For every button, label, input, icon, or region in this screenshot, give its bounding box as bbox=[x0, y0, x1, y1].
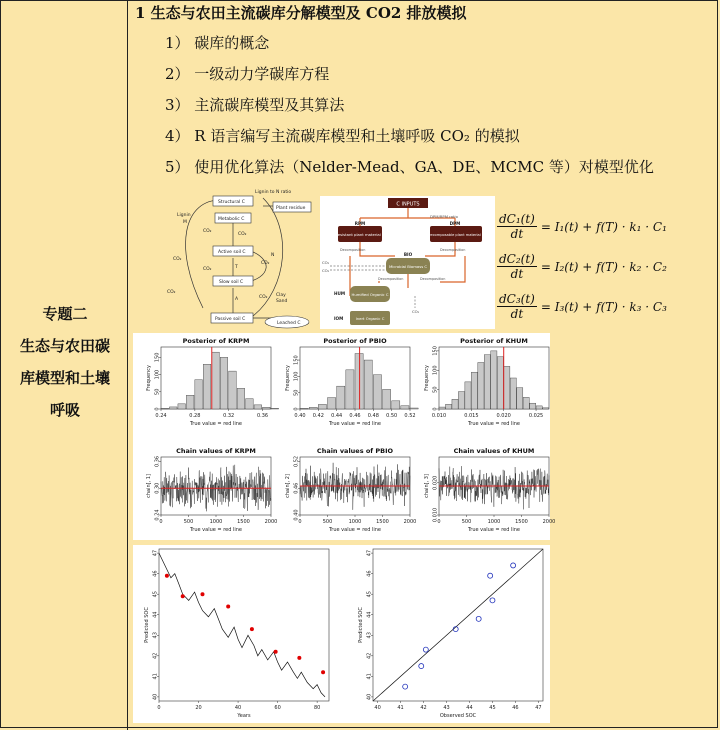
decomposition-label: Decomposition bbox=[340, 248, 366, 252]
dpm-label: DPM bbox=[449, 221, 461, 226]
y-tick-label: 47 bbox=[152, 549, 159, 557]
diagram-label: CO₂ bbox=[167, 290, 176, 295]
diagram-label: A bbox=[235, 297, 239, 302]
histogram-bar bbox=[318, 404, 326, 409]
histogram-bar bbox=[458, 392, 464, 409]
x-tick-label: 500 bbox=[461, 519, 472, 525]
y-tick-label: 0.46 bbox=[293, 482, 300, 494]
predicted-soc-line bbox=[159, 553, 325, 697]
x-tick-label: 20 bbox=[195, 705, 202, 711]
mcmc-figure-svg bbox=[133, 333, 556, 540]
scatter-point bbox=[423, 647, 428, 652]
section-title: 1 生态与农田主流碳库分解模型及 CO2 排放模拟 bbox=[135, 4, 467, 22]
observed-point bbox=[297, 656, 301, 660]
histogram-bar bbox=[536, 406, 542, 409]
histogram-bar bbox=[169, 407, 177, 409]
x-tick-label: 0 bbox=[159, 519, 163, 525]
histogram-bar bbox=[504, 366, 510, 409]
y-tick-label: 100 bbox=[154, 369, 161, 380]
histogram-bar bbox=[491, 351, 497, 409]
histogram-bar bbox=[337, 386, 345, 409]
x-tick-label: 1000 bbox=[487, 519, 501, 525]
equation-2 bbox=[497, 252, 667, 281]
histogram-bar bbox=[237, 388, 245, 409]
x-tick-label: 0 bbox=[437, 519, 441, 525]
histogram-bar bbox=[517, 388, 523, 409]
histogram-bar bbox=[401, 406, 409, 409]
y-tick-label: 46 bbox=[152, 570, 159, 577]
y-tick-label: 0.40 bbox=[293, 509, 300, 521]
mcmc-figure bbox=[133, 333, 556, 540]
observed-point bbox=[250, 627, 254, 631]
histogram-bar bbox=[186, 395, 194, 409]
histogram-bar bbox=[271, 408, 279, 409]
topic-cell bbox=[10, 298, 120, 426]
x-axis-label: True value = red line bbox=[328, 527, 382, 533]
x-tick-label: 0.020 bbox=[496, 413, 511, 419]
x-tick-label: 0.24 bbox=[155, 413, 167, 419]
y-axis-label: Frequency bbox=[424, 365, 430, 391]
x-tick-label: 0.52 bbox=[404, 413, 416, 419]
equation-rhs: = I₁(t) + f(T) · k₁ · C₁ bbox=[540, 219, 667, 234]
co2-label: CO₂ bbox=[322, 268, 330, 273]
observed-point bbox=[321, 670, 325, 674]
equation-numerator: dC₁(t) bbox=[499, 212, 535, 226]
y-tick-label: 44 bbox=[366, 611, 373, 618]
histogram-bar bbox=[328, 398, 336, 409]
y-tick-label: 50 bbox=[154, 388, 161, 395]
y-tick-label: 0 bbox=[432, 407, 439, 411]
x-tick-label: 1000 bbox=[209, 519, 223, 525]
x-tick-label: 0 bbox=[157, 705, 161, 711]
histogram-bar bbox=[309, 407, 317, 409]
x-tick-label: 40 bbox=[234, 705, 242, 711]
x-tick-label: 500 bbox=[322, 519, 333, 525]
x-tick-label: 0.40 bbox=[294, 413, 306, 419]
histogram-bar bbox=[510, 378, 516, 409]
chain-trace bbox=[439, 466, 549, 509]
histogram-bar bbox=[497, 357, 503, 409]
x-tick-label: 80 bbox=[313, 705, 321, 711]
equation-numerator: dC₃(t) bbox=[499, 292, 535, 306]
histogram-bar bbox=[364, 360, 372, 409]
topic-line: 呼吸 bbox=[49, 401, 80, 419]
x-tick-label: 60 bbox=[274, 705, 281, 711]
plot-frame bbox=[159, 549, 329, 701]
y-tick-label: 0.24 bbox=[154, 509, 161, 521]
histogram-bar bbox=[300, 408, 308, 409]
y-axis-label: chain[, 3] bbox=[424, 474, 430, 498]
y-tick-label: 50 bbox=[432, 386, 439, 393]
histogram-bar bbox=[178, 404, 186, 409]
x-tick-label: 0.010 bbox=[431, 413, 447, 419]
dpm-ratio-label: DPM/RPM ratio bbox=[430, 214, 458, 219]
histogram-bar bbox=[212, 352, 220, 409]
y-tick-label: 41 bbox=[152, 673, 159, 680]
diagram-label: Slow soil C bbox=[219, 280, 244, 285]
outline-item: 5） 使用优化算法（Nelder-Mead、GA、DE、MCMC 等）对模型优化 bbox=[165, 158, 654, 176]
diagram-label: Structural C bbox=[218, 200, 245, 205]
diagram-label: CO₂ bbox=[261, 261, 270, 266]
x-tick-label: 0.42 bbox=[312, 413, 324, 419]
x-tick-label: 45 bbox=[489, 705, 496, 711]
outline-item: 3） 主流碳库模型及其算法 bbox=[165, 96, 345, 114]
scatter-point bbox=[403, 684, 408, 689]
century-diagram bbox=[163, 188, 315, 330]
diagram-label: Lignin bbox=[177, 213, 191, 218]
one-to-one-line bbox=[373, 549, 543, 701]
x-tick-label: 0.50 bbox=[386, 413, 398, 419]
y-tick-label: 44 bbox=[152, 611, 159, 618]
century-diagram-svg bbox=[163, 188, 315, 330]
scatter-point bbox=[511, 563, 516, 568]
diagram-label: Sand bbox=[276, 299, 288, 304]
decomposition-label: Decomposition bbox=[440, 248, 466, 252]
hum-box-label: Humified Organic C bbox=[351, 292, 389, 297]
x-tick-label: 0.32 bbox=[223, 413, 235, 419]
y-tick-label: 150 bbox=[432, 346, 439, 356]
equation-3 bbox=[497, 292, 667, 321]
scatter-point bbox=[490, 598, 495, 603]
rpm-label: RPM bbox=[354, 221, 366, 226]
rpm-box-label: Resistant plant material C bbox=[335, 232, 385, 237]
y-tick-label: 46 bbox=[366, 570, 373, 577]
histogram-bar bbox=[195, 380, 203, 409]
histogram-bar bbox=[471, 372, 477, 409]
topic-line: 库模型和土壤 bbox=[19, 369, 110, 387]
rothc-diagram-svg bbox=[320, 196, 495, 329]
x-tick-label: 1500 bbox=[515, 519, 528, 525]
x-tick-label: 0.015 bbox=[464, 413, 479, 419]
x-tick-label: 42 bbox=[420, 705, 427, 711]
outline-list bbox=[165, 32, 654, 187]
chart-title: Posterior of KHUM bbox=[460, 337, 528, 345]
x-tick-label: 1500 bbox=[237, 519, 250, 525]
y-tick-label: 0.020 bbox=[432, 475, 439, 490]
chart-title: Chain values of PBIO bbox=[316, 447, 394, 455]
diagram-label: Clay bbox=[276, 293, 286, 298]
inputs-label: C INPUTS bbox=[396, 201, 420, 208]
decomposition-label: Decomposition bbox=[378, 277, 404, 281]
chart-title: Posterior of PBIO bbox=[323, 337, 387, 345]
observed-point bbox=[165, 574, 169, 578]
y-tick-label: 40 bbox=[152, 693, 159, 701]
histogram-bar bbox=[254, 405, 262, 409]
y-tick-label: 0.36 bbox=[154, 455, 161, 468]
x-tick-label: 1500 bbox=[376, 519, 389, 525]
outline-item: 2） 一级动力学碳库方程 bbox=[165, 65, 330, 83]
bio-label: BIO bbox=[403, 252, 413, 257]
x-tick-label: 40 bbox=[374, 705, 381, 711]
bio-box-label: Microbial Biomass C bbox=[388, 264, 428, 269]
histogram-bar bbox=[355, 354, 363, 409]
histogram-bar bbox=[465, 382, 471, 409]
iom-box-label: Inert Organic C bbox=[355, 316, 385, 321]
diagram-label: CO₂ bbox=[238, 232, 247, 237]
x-tick-label: 0.36 bbox=[256, 413, 269, 419]
equation-denominator: dt bbox=[510, 267, 524, 281]
x-tick-label: 500 bbox=[183, 519, 194, 525]
observed-point bbox=[274, 650, 278, 654]
histogram-bar bbox=[478, 363, 484, 410]
topic-line: 专题二 bbox=[42, 305, 88, 323]
diagram-label: Plant residue bbox=[276, 206, 306, 211]
y-tick-label: 150 bbox=[154, 352, 161, 363]
histogram-bar bbox=[203, 364, 211, 409]
y-tick-label: 47 bbox=[366, 549, 373, 557]
x-tick-label: 1000 bbox=[348, 519, 362, 525]
diagram-label: Active soil C bbox=[218, 250, 246, 255]
y-tick-label: 41 bbox=[366, 673, 373, 680]
x-axis-label: Years bbox=[237, 713, 251, 719]
histogram-bar bbox=[439, 407, 445, 409]
diagram-label: T bbox=[235, 265, 238, 270]
y-tick-label: 0.010 bbox=[432, 507, 439, 523]
histogram-bar bbox=[373, 375, 381, 409]
y-tick-label: 45 bbox=[152, 591, 159, 598]
y-tick-label: 0.52 bbox=[293, 455, 300, 468]
y-tick-label: 100 bbox=[432, 365, 439, 376]
x-tick-label: 0.46 bbox=[349, 413, 361, 419]
diagram-label: CO₂ bbox=[203, 267, 212, 272]
x-tick-label: 0.48 bbox=[367, 413, 379, 419]
x-tick-label: 46 bbox=[512, 705, 519, 711]
y-tick-label: 100 bbox=[293, 371, 300, 382]
x-tick-label: 0.28 bbox=[189, 413, 201, 419]
diagram-label: CO₂ bbox=[259, 295, 268, 300]
y-tick-label: 0.30 bbox=[154, 482, 161, 494]
histogram-bar bbox=[445, 404, 451, 409]
x-tick-label: 0.44 bbox=[331, 413, 343, 419]
observed-point bbox=[181, 594, 185, 598]
equation-denominator: dt bbox=[510, 227, 524, 241]
x-tick-label: 47 bbox=[535, 705, 542, 711]
x-axis-label: True value = red line bbox=[467, 527, 521, 533]
equation-numerator: dC₂(t) bbox=[499, 252, 535, 266]
equation-rhs: = I₂(t) + f(T) · k₂ · C₂ bbox=[540, 259, 667, 274]
histogram-bar bbox=[452, 399, 458, 409]
x-tick-label: 0.025 bbox=[528, 413, 544, 419]
soc-figure bbox=[133, 545, 550, 723]
histogram-bar bbox=[543, 408, 549, 409]
x-tick-label: 41 bbox=[397, 705, 404, 711]
y-tick-label: 0 bbox=[293, 407, 300, 411]
histogram-bar bbox=[161, 408, 169, 409]
y-axis-label: Frequency bbox=[285, 365, 291, 391]
y-tick-label: 40 bbox=[366, 693, 373, 701]
histogram-bar bbox=[220, 357, 228, 409]
x-tick-label: 2000 bbox=[403, 519, 417, 525]
histogram-bar bbox=[383, 389, 391, 409]
scatter-point bbox=[476, 616, 481, 621]
chart-title: Chain values of KHUM bbox=[453, 447, 535, 455]
diagram-label: CO₂ bbox=[173, 257, 182, 262]
chart-title: Chain values of KRPM bbox=[176, 447, 256, 455]
iom-label: IOM bbox=[334, 316, 344, 321]
histogram-bar bbox=[410, 408, 418, 409]
x-axis-label: True value = red line bbox=[467, 421, 521, 427]
y-tick-label: 150 bbox=[293, 355, 300, 365]
scatter-point bbox=[419, 664, 424, 669]
x-tick-label: 43 bbox=[443, 705, 450, 711]
x-axis-label: True value = red line bbox=[189, 421, 243, 427]
x-tick-label: 2000 bbox=[542, 519, 556, 525]
histogram-bar bbox=[392, 401, 400, 409]
diagram-label: CO₂ bbox=[203, 229, 212, 234]
y-tick-label: 45 bbox=[366, 591, 373, 598]
y-axis-label: chain[, 2] bbox=[285, 474, 291, 498]
x-axis-label: True value = red line bbox=[189, 527, 243, 533]
outline-item: 4） R 语言编写主流碳库模型和土壤呼吸 CO₂ 的模拟 bbox=[165, 127, 520, 145]
diagram-label: Metabolic C bbox=[218, 217, 245, 222]
diagram-label: N bbox=[271, 253, 275, 258]
y-axis-label: Predicted SOC bbox=[358, 607, 364, 643]
equation-rhs: = I₃(t) + f(T) · k₃ · C₃ bbox=[540, 299, 667, 314]
diagram-label: Lignin to N ratio bbox=[255, 190, 292, 195]
y-axis-label: Frequency bbox=[146, 365, 152, 391]
y-tick-label: 42 bbox=[366, 652, 373, 659]
observed-point bbox=[226, 605, 230, 609]
diagram-label: M bbox=[183, 220, 187, 225]
scatter-point bbox=[488, 573, 493, 578]
x-tick-label: 0 bbox=[298, 519, 302, 525]
outline-item: 1） 碳库的概念 bbox=[165, 34, 270, 52]
diagram-label: Leached C bbox=[277, 321, 301, 326]
y-tick-label: 43 bbox=[152, 632, 159, 639]
x-tick-label: 2000 bbox=[264, 519, 278, 525]
histogram-bar bbox=[246, 399, 254, 409]
y-tick-label: 42 bbox=[152, 652, 159, 659]
decomposition-label: Decomposition bbox=[420, 277, 446, 281]
equation-1 bbox=[497, 212, 667, 241]
co2-label: CO₂ bbox=[412, 309, 420, 314]
dpm-box-label: Decomposable plant material C bbox=[427, 233, 485, 237]
y-tick-label: 0 bbox=[154, 407, 161, 411]
column-divider bbox=[127, 0, 128, 730]
y-axis-label: chain[, 1] bbox=[146, 474, 152, 498]
histogram-bar bbox=[523, 397, 529, 409]
rothc-diagram bbox=[320, 196, 495, 329]
diagram-label: Passive soil C bbox=[215, 317, 246, 322]
co2-label: CO₂ bbox=[322, 260, 330, 265]
soc-figure-svg bbox=[133, 545, 550, 723]
equation-denominator: dt bbox=[510, 307, 524, 321]
x-tick-label: 44 bbox=[466, 705, 473, 711]
chart-title: Posterior of KRPM bbox=[182, 337, 250, 345]
observed-point bbox=[200, 592, 204, 596]
hum-label: HUM bbox=[334, 291, 346, 296]
y-axis-label: Predicted SOC bbox=[144, 607, 150, 643]
histogram-bar bbox=[484, 355, 490, 409]
histogram-bar bbox=[530, 403, 536, 409]
topic-line: 生态与农田碳 bbox=[19, 337, 110, 355]
y-tick-label: 43 bbox=[366, 632, 373, 639]
x-axis-label: True value = red line bbox=[328, 421, 382, 427]
histogram-bar bbox=[346, 370, 354, 409]
y-tick-label: 50 bbox=[293, 389, 300, 396]
x-axis-label: Observed SOC bbox=[439, 713, 477, 719]
histogram-bar bbox=[229, 371, 237, 409]
histogram-bar bbox=[263, 407, 271, 409]
